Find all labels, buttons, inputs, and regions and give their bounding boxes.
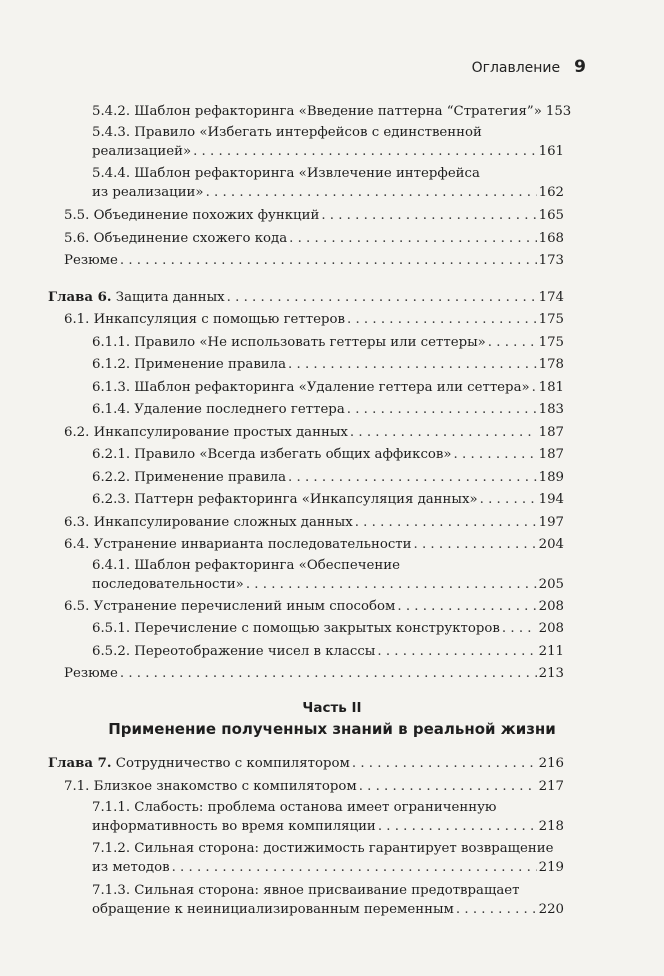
toc-entry: 6.5.2. Переотображение чисел в классы . . . 211 <box>48 642 564 661</box>
toc-page: 187 <box>538 447 564 462</box>
toc-entry: 6.3. Инкапсулирование сложных данных . . . 197 <box>48 513 564 532</box>
toc-page: 219 <box>538 860 564 875</box>
toc-entry: 6.2.2. Применение правила . . . 189 <box>48 468 564 487</box>
toc-entry: 6.2.3. Паттерн рефакторинга «Инкапсуляция данных» . . . 194 <box>48 490 564 509</box>
toc-entry: 6.5.1. Перечисление с помощью закрытых конструкторов . . . 208 <box>48 619 564 638</box>
toc-entry: Резюме . . . 173 <box>48 251 564 270</box>
toc-entry: 5.5. Объединение похожих функций . . . 165 <box>48 206 564 225</box>
toc-page: 183 <box>538 402 564 417</box>
dot-leader <box>193 142 537 161</box>
toc-entry: 6.1.4. Удаление последнего геттера . . . 183 <box>48 400 564 419</box>
toc-page: 162 <box>538 185 564 200</box>
dot-leader <box>352 754 537 773</box>
toc-page: 168 <box>538 231 564 246</box>
toc-entry: 6.5. Устранение перечислений иным способом . . . 208 <box>48 597 564 616</box>
toc-page: 216 <box>538 756 564 771</box>
dot-leader <box>480 490 537 509</box>
toc-entry: 6.2.1. Правило «Всегда избегать общих аффиксов» . . . 187 <box>48 445 564 464</box>
chapter-label: Глава 6. <box>48 290 112 305</box>
toc-entry: 6.4. Устранение инварианта последовательности . . . 204 <box>48 535 564 554</box>
toc-page: 218 <box>538 819 564 834</box>
toc-page: 197 <box>538 515 564 530</box>
dot-leader <box>246 575 537 594</box>
toc-entry: 5.4.4. Шаблон рефакторинга «Извлечение интерфейса из реализации» . . . 162 <box>48 164 564 202</box>
dot-leader <box>456 900 537 919</box>
dot-leader <box>532 378 537 397</box>
dot-leader <box>321 206 536 225</box>
toc-page: 204 <box>538 537 564 552</box>
toc-entry: 7.1.1. Слабость: проблема останова имеет ограниченную информативность во время компиляции . . . 218 <box>48 798 564 836</box>
dot-leader <box>347 310 537 329</box>
part-label: Часть II <box>302 700 362 716</box>
dot-leader <box>288 355 537 374</box>
header-title: Оглавление <box>471 60 561 76</box>
toc-chapter: Глава 6. Защита данных . . . 174 <box>48 288 564 307</box>
toc-page: 211 <box>538 644 564 659</box>
dot-leader <box>378 817 537 836</box>
toc-page: 213 <box>538 666 564 681</box>
dot-leader <box>288 468 537 487</box>
dot-leader <box>377 642 536 661</box>
toc-page: 178 <box>538 357 564 372</box>
dot-leader <box>172 858 537 877</box>
dot-leader <box>227 288 537 307</box>
toc-entry: 7.1. Близкое знакомство с компилятором . . . 217 <box>48 777 564 796</box>
part-title: Применение полученных знаний в реальной жизни <box>108 720 556 738</box>
toc-page: 173 <box>538 253 564 268</box>
toc-page: 205 <box>538 577 564 592</box>
header-page-number: 9 <box>574 57 586 77</box>
toc-page: 217 <box>538 779 564 794</box>
dot-leader <box>355 513 537 532</box>
toc-page: 187 <box>538 425 564 440</box>
dot-leader <box>206 183 537 202</box>
toc-page: 174 <box>538 290 564 305</box>
toc-entry: 6.1.3. Шаблон рефакторинга «Удаление геттера или сеттера» . . . 181 <box>48 378 564 397</box>
toc-entry: Резюме . . . 213 <box>48 664 564 683</box>
toc-entry: 7.1.3. Сильная сторона: явное присваивание предотвращает обращение к неинициализированным переменным . . . 220 <box>48 881 564 919</box>
toc-chapter: Глава 7. Сотрудничество с компилятором . . . 216 <box>48 754 564 773</box>
dot-leader <box>488 333 537 352</box>
toc-page: 165 <box>538 208 564 223</box>
toc-page: 194 <box>538 492 564 507</box>
dot-leader <box>120 664 537 683</box>
toc-entry: 6.2. Инкапсулирование простых данных . . . 187 <box>48 423 564 442</box>
toc-page: 189 <box>538 470 564 485</box>
dot-leader <box>350 423 537 442</box>
toc-page: 220 <box>538 902 564 917</box>
toc-page: 208 <box>538 621 564 636</box>
chapter-label: Глава 7. <box>48 756 112 771</box>
toc-entry: 6.1.1. Правило «Не использовать геттеры или сеттеры» . . . 175 <box>48 333 564 352</box>
toc-entry: 5.6. Объединение схожего кода . . . 168 <box>48 229 564 248</box>
toc-page: 175 <box>538 335 564 350</box>
running-header <box>472 57 586 77</box>
dot-leader <box>414 535 537 554</box>
dot-leader <box>289 229 536 248</box>
dot-leader <box>359 777 537 796</box>
dot-leader <box>397 597 536 616</box>
dot-leader <box>120 251 537 270</box>
toc-entry: 6.1. Инкапсуляция с помощью геттеров . . . 175 <box>48 310 564 329</box>
dot-leader <box>454 445 537 464</box>
toc-entry: 7.1.2. Сильная сторона: достижимость гарантирует возвращение из методов . . . 219 <box>48 839 564 877</box>
toc-entry: 6.1.2. Применение правила . . . 178 <box>48 355 564 374</box>
dot-leader <box>502 619 537 638</box>
toc-entry: 5.4.3. Правило «Избегать интерфейсов с единственной реализацией» . . . 161 <box>48 123 564 161</box>
toc-page: 175 <box>538 312 564 327</box>
toc-entry: 5.4.2. Шаблон рефакторинга «Введение паттерна “Стратегия”» 153 <box>92 104 572 119</box>
toc-entry: 6.4.1. Шаблон рефакторинга «Обеспечение последовательности» . . . 205 <box>48 556 564 594</box>
toc-page: 208 <box>538 599 564 614</box>
toc-page: 153 <box>545 104 572 119</box>
toc-page: 181 <box>538 380 564 395</box>
dot-leader <box>347 400 537 419</box>
toc-page: 161 <box>538 144 564 159</box>
